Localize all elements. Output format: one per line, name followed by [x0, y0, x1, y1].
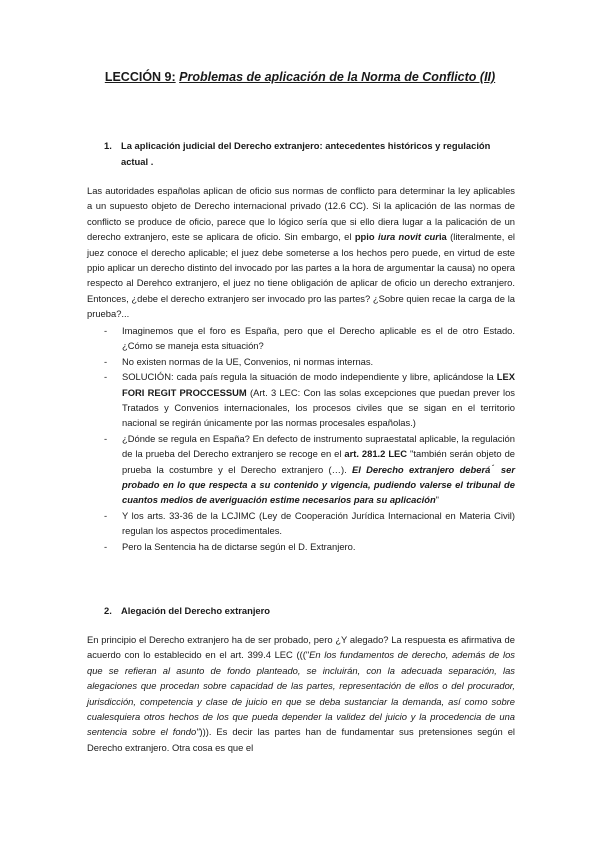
- list-item-text: (Art. 3 LEC: Con las solas excepciones que puedan prever los Tratados y Convenios internacionales, los procesos civiles que se sigan en el territorio nacional se regirán únicamente por las normas procesales españolas.): [122, 386, 515, 429]
- section-1-heading-line1: La aplicación judicial del Derecho extranjero: antecedentes históricos y regulación: [121, 140, 491, 151]
- section-2-heading-text: Alegación del Derecho extranjero: [121, 605, 271, 616]
- section-2-heading: [104, 604, 516, 618]
- paragraph-2: [87, 632, 515, 755]
- paragraph-1-text: Las autoridades españolas aplican de oficio sus normas de conflicto para determinar la ley aplicables a un supuesto objeto de Derecho internacional privado (12.6 CC). Si la aplicación de las normas de conflicto se produce de oficio, parece que lo lógico sería que si ello diera lugar a la palicación de un derecho extranjero, este se aplicara de oficio. Sin embargo, el: [87, 185, 515, 243]
- list-item: [87, 354, 515, 369]
- paragraph-1: [87, 183, 515, 322]
- dash-marker: -: [104, 355, 108, 367]
- dash-marker: -: [104, 371, 108, 383]
- list-item: [87, 323, 515, 354]
- list-item-text: Imaginemos que el foro es España, pero que el Derecho aplicable es el de otro Estado. ¿Cómo se maneja esta situación?: [122, 325, 515, 352]
- art-281-bold: art. 281.2 LEC: [344, 448, 408, 460]
- dash-marker: -: [104, 432, 108, 444]
- iura-novit-curia: iura novit cur: [377, 231, 439, 243]
- quote-bold-italic: El Derecho extranjero deberá ́ ser probado en lo que respecta a su contenido y vigencia, pudiendo valerse el tribunal de cuantos medios de averiguación estime necesarios para su aplicación: [122, 463, 515, 506]
- ia-bold: ia: [438, 231, 447, 243]
- list-item: [87, 431, 515, 508]
- dash-marker: -: [104, 540, 108, 552]
- list-item: [87, 369, 515, 431]
- list-item-text: "también serán objeto de prueba la costumbre y el Derecho extranjero (…).: [122, 448, 516, 475]
- ppio-bold: ppio: [354, 231, 378, 243]
- list-item-text: No existen normas de la UE, Convenios, ni normas internas.: [122, 355, 374, 367]
- paragraph-2-text-cont: ))). Es decir las partes han de fundamentar sus pretensiones según el Derecho extranjero. Otra cosa es que el: [87, 726, 516, 753]
- page-title: [0, 70, 600, 84]
- dash-marker: -: [104, 325, 108, 336]
- list-item-text: SOLUCIÓN: cada país regula la situación de modo independiente y libre, aplicándose la: [122, 371, 497, 383]
- section-2-number: 2.: [104, 605, 112, 616]
- list-item-text: Y los arts. 33-36 de la LCJIMC (Ley de Cooperación Jurídica Internacional en Materia Civil) regulan los aspectos procedimentales.: [122, 509, 515, 537]
- section-1-heading: [104, 139, 516, 169]
- lesson-subtitle: Problemas de aplicación de la Norma de Conflicto (II): [179, 70, 496, 84]
- section-1-number: 1.: [104, 140, 112, 151]
- section-1-heading-line2: actual .: [121, 156, 154, 167]
- art-399-quote: En los fundamentos de derecho, además de los que se refieran al asunto de fondo planteado, se incluirán, con la adecuada separación, las alegaciones que procedan sobre capacidad de las partes, representación de ellos o del procurador, jurisdicción, competencia y clase de juicio en que se deba sustanciar la demanda, así como sobre cualesquiera otros hechos de los que pueda depender la validez del juicio y la procedencia de una sentencia sobre el fondo": [87, 649, 515, 738]
- list-item-text: ": [435, 494, 439, 506]
- list-item: [87, 539, 515, 554]
- paragraph-2-text: En principio el Derecho extranjero ha de ser probado, pero ¿Y alegado? La respuesta es afirmativa de acuerdo con lo establecido en el art. 399.4 LEC (((": [87, 634, 515, 661]
- lex-fori-bold: LEX FORI REGIT PROCCESSUM: [122, 371, 515, 398]
- lesson-label: LECCIÓN 9:: [104, 70, 176, 84]
- list-item-text: ¿Dónde se regula en España? En defecto de instrumento supraestatal aplicable, la regulación de la prueba del Derecho extranjero se recoge en el: [122, 432, 515, 460]
- list-item-text: Pero la Sentencia ha de dictarse según el D. Extranjero.: [122, 540, 356, 552]
- list-item: [87, 508, 515, 539]
- paragraph-1-text-cont: (literalmente, el juez conoce el derecho aplicable; el juez debe someterse a los hechos pero puede, en virtud de este ppio aplicar un derecho distinto del invocado por las partes a la hora de argumentar la causa) no opera respecto al Derehco extranjero, el juez no tiene obligación de aplicar de oficio un derecho extranjero. Entonces, ¿debe el derecho extranjero ser invocado pro las partes? ¿Sobre quien recae la carga de la prueba?...: [87, 231, 516, 320]
- dash-marker: -: [104, 509, 108, 521]
- bullet-list: [87, 323, 515, 554]
